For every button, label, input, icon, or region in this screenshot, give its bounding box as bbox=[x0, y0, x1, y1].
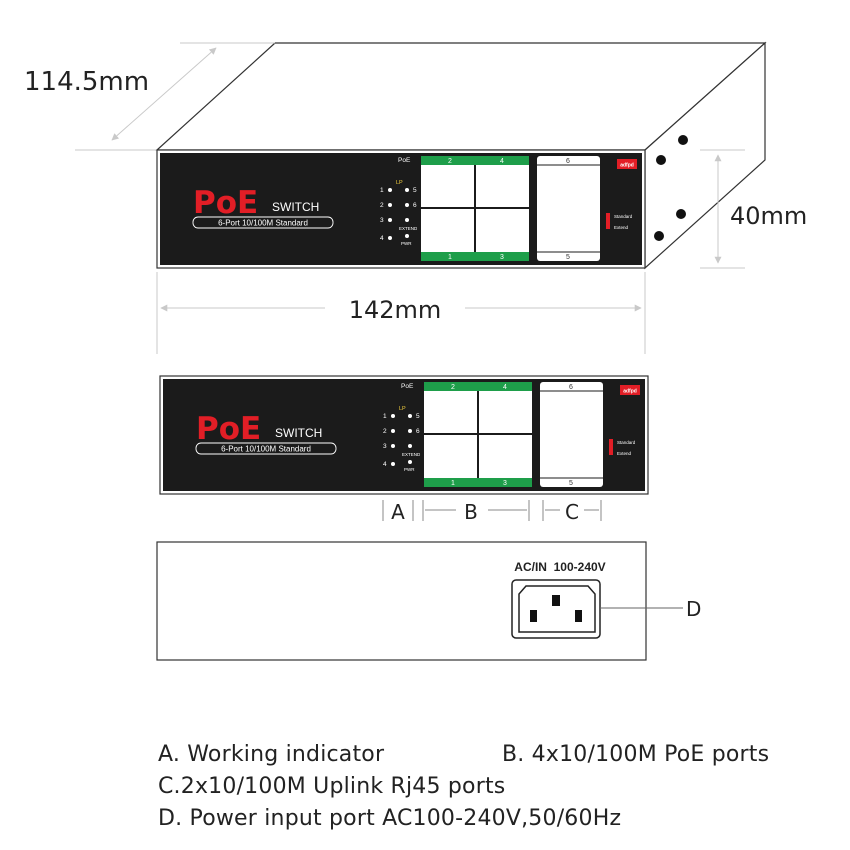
mode-extend-label: Extend bbox=[614, 225, 629, 230]
power-input-label: AC/IN 100-240V bbox=[514, 560, 606, 574]
uplink-label-5: 5 bbox=[569, 480, 573, 487]
pwr-label: PWR bbox=[404, 467, 415, 472]
poe-status-label: PoE bbox=[401, 383, 414, 390]
width-label: 142mm bbox=[348, 296, 442, 324]
led-number-4: 4 bbox=[380, 235, 384, 242]
mode-extend-label: Extend bbox=[617, 451, 632, 456]
depth-label: 114.5mm bbox=[24, 67, 150, 97]
callout-b-label: B bbox=[464, 500, 478, 524]
uplink-label-6: 6 bbox=[569, 384, 573, 391]
led-number-6: 6 bbox=[413, 202, 417, 209]
led-number-1: 1 bbox=[383, 413, 387, 420]
brand-logo: PoE bbox=[196, 411, 262, 447]
uplink-label-6: 6 bbox=[566, 158, 570, 165]
legend-working-indicator: A. Working indicator bbox=[158, 742, 385, 767]
uplink-label-5: 5 bbox=[566, 254, 570, 261]
mode-switch bbox=[606, 213, 610, 229]
port-label-1: 1 bbox=[451, 480, 455, 487]
lp-label: LP bbox=[399, 406, 406, 412]
port-label-4: 4 bbox=[500, 158, 504, 165]
poe-ports bbox=[424, 382, 532, 487]
mode-switch bbox=[609, 439, 613, 455]
lp-label: LP bbox=[396, 180, 403, 186]
mode-standard-label: Standard bbox=[614, 214, 633, 219]
pwr-label: PWR bbox=[401, 241, 412, 246]
power-socket bbox=[512, 580, 600, 638]
legend-power-input: D. Power input port AC100-240V,50/60Hz bbox=[158, 806, 622, 831]
extend-label: EXTEND bbox=[399, 226, 418, 231]
callout-d-label: D bbox=[686, 597, 702, 621]
led-number-3: 3 bbox=[383, 443, 387, 450]
led-number-5: 5 bbox=[413, 187, 417, 194]
callout-a-label: A bbox=[391, 500, 405, 524]
port-label-4: 4 bbox=[503, 384, 507, 391]
led-number-3: 3 bbox=[380, 217, 384, 224]
port-label-3: 3 bbox=[500, 254, 504, 261]
led-number-2: 2 bbox=[380, 202, 384, 209]
legend-uplink-ports: C.2x10/100M Uplink Rj45 ports bbox=[158, 774, 506, 799]
logo-badge: adfpd bbox=[620, 162, 634, 169]
uplink-ports bbox=[537, 156, 600, 261]
port-label-2: 2 bbox=[451, 384, 455, 391]
brand-suffix: SWITCH bbox=[275, 426, 323, 440]
brand-logo: PoE bbox=[193, 185, 259, 221]
mode-standard-label: Standard bbox=[617, 440, 636, 445]
port-label-2: 2 bbox=[448, 158, 452, 165]
extend-label: EXTEND bbox=[402, 452, 421, 457]
brand-suffix: SWITCH bbox=[272, 200, 320, 214]
front-panel-top bbox=[157, 150, 645, 268]
led-number-4: 4 bbox=[383, 461, 387, 468]
panel-subtitle: 6-Port 10/100M Standard bbox=[218, 218, 308, 228]
port-label-3: 3 bbox=[503, 480, 507, 487]
uplink-ports bbox=[540, 382, 603, 487]
front-panel-bottom bbox=[160, 376, 648, 494]
legend-poe-ports: B. 4x10/100M PoE ports bbox=[502, 742, 770, 767]
callout-c-label: C bbox=[565, 500, 579, 524]
port-label-1: 1 bbox=[448, 254, 452, 261]
logo-badge: adfpd bbox=[623, 388, 637, 395]
height-label: 40mm bbox=[730, 202, 808, 230]
led-number-5: 5 bbox=[416, 413, 420, 420]
rear-panel bbox=[157, 542, 646, 660]
led-number-2: 2 bbox=[383, 428, 387, 435]
poe-ports bbox=[421, 156, 529, 261]
led-number-6: 6 bbox=[416, 428, 420, 435]
led-number-1: 1 bbox=[380, 187, 384, 194]
panel-subtitle: 6-Port 10/100M Standard bbox=[221, 444, 311, 454]
poe-status-label: PoE bbox=[398, 157, 411, 164]
